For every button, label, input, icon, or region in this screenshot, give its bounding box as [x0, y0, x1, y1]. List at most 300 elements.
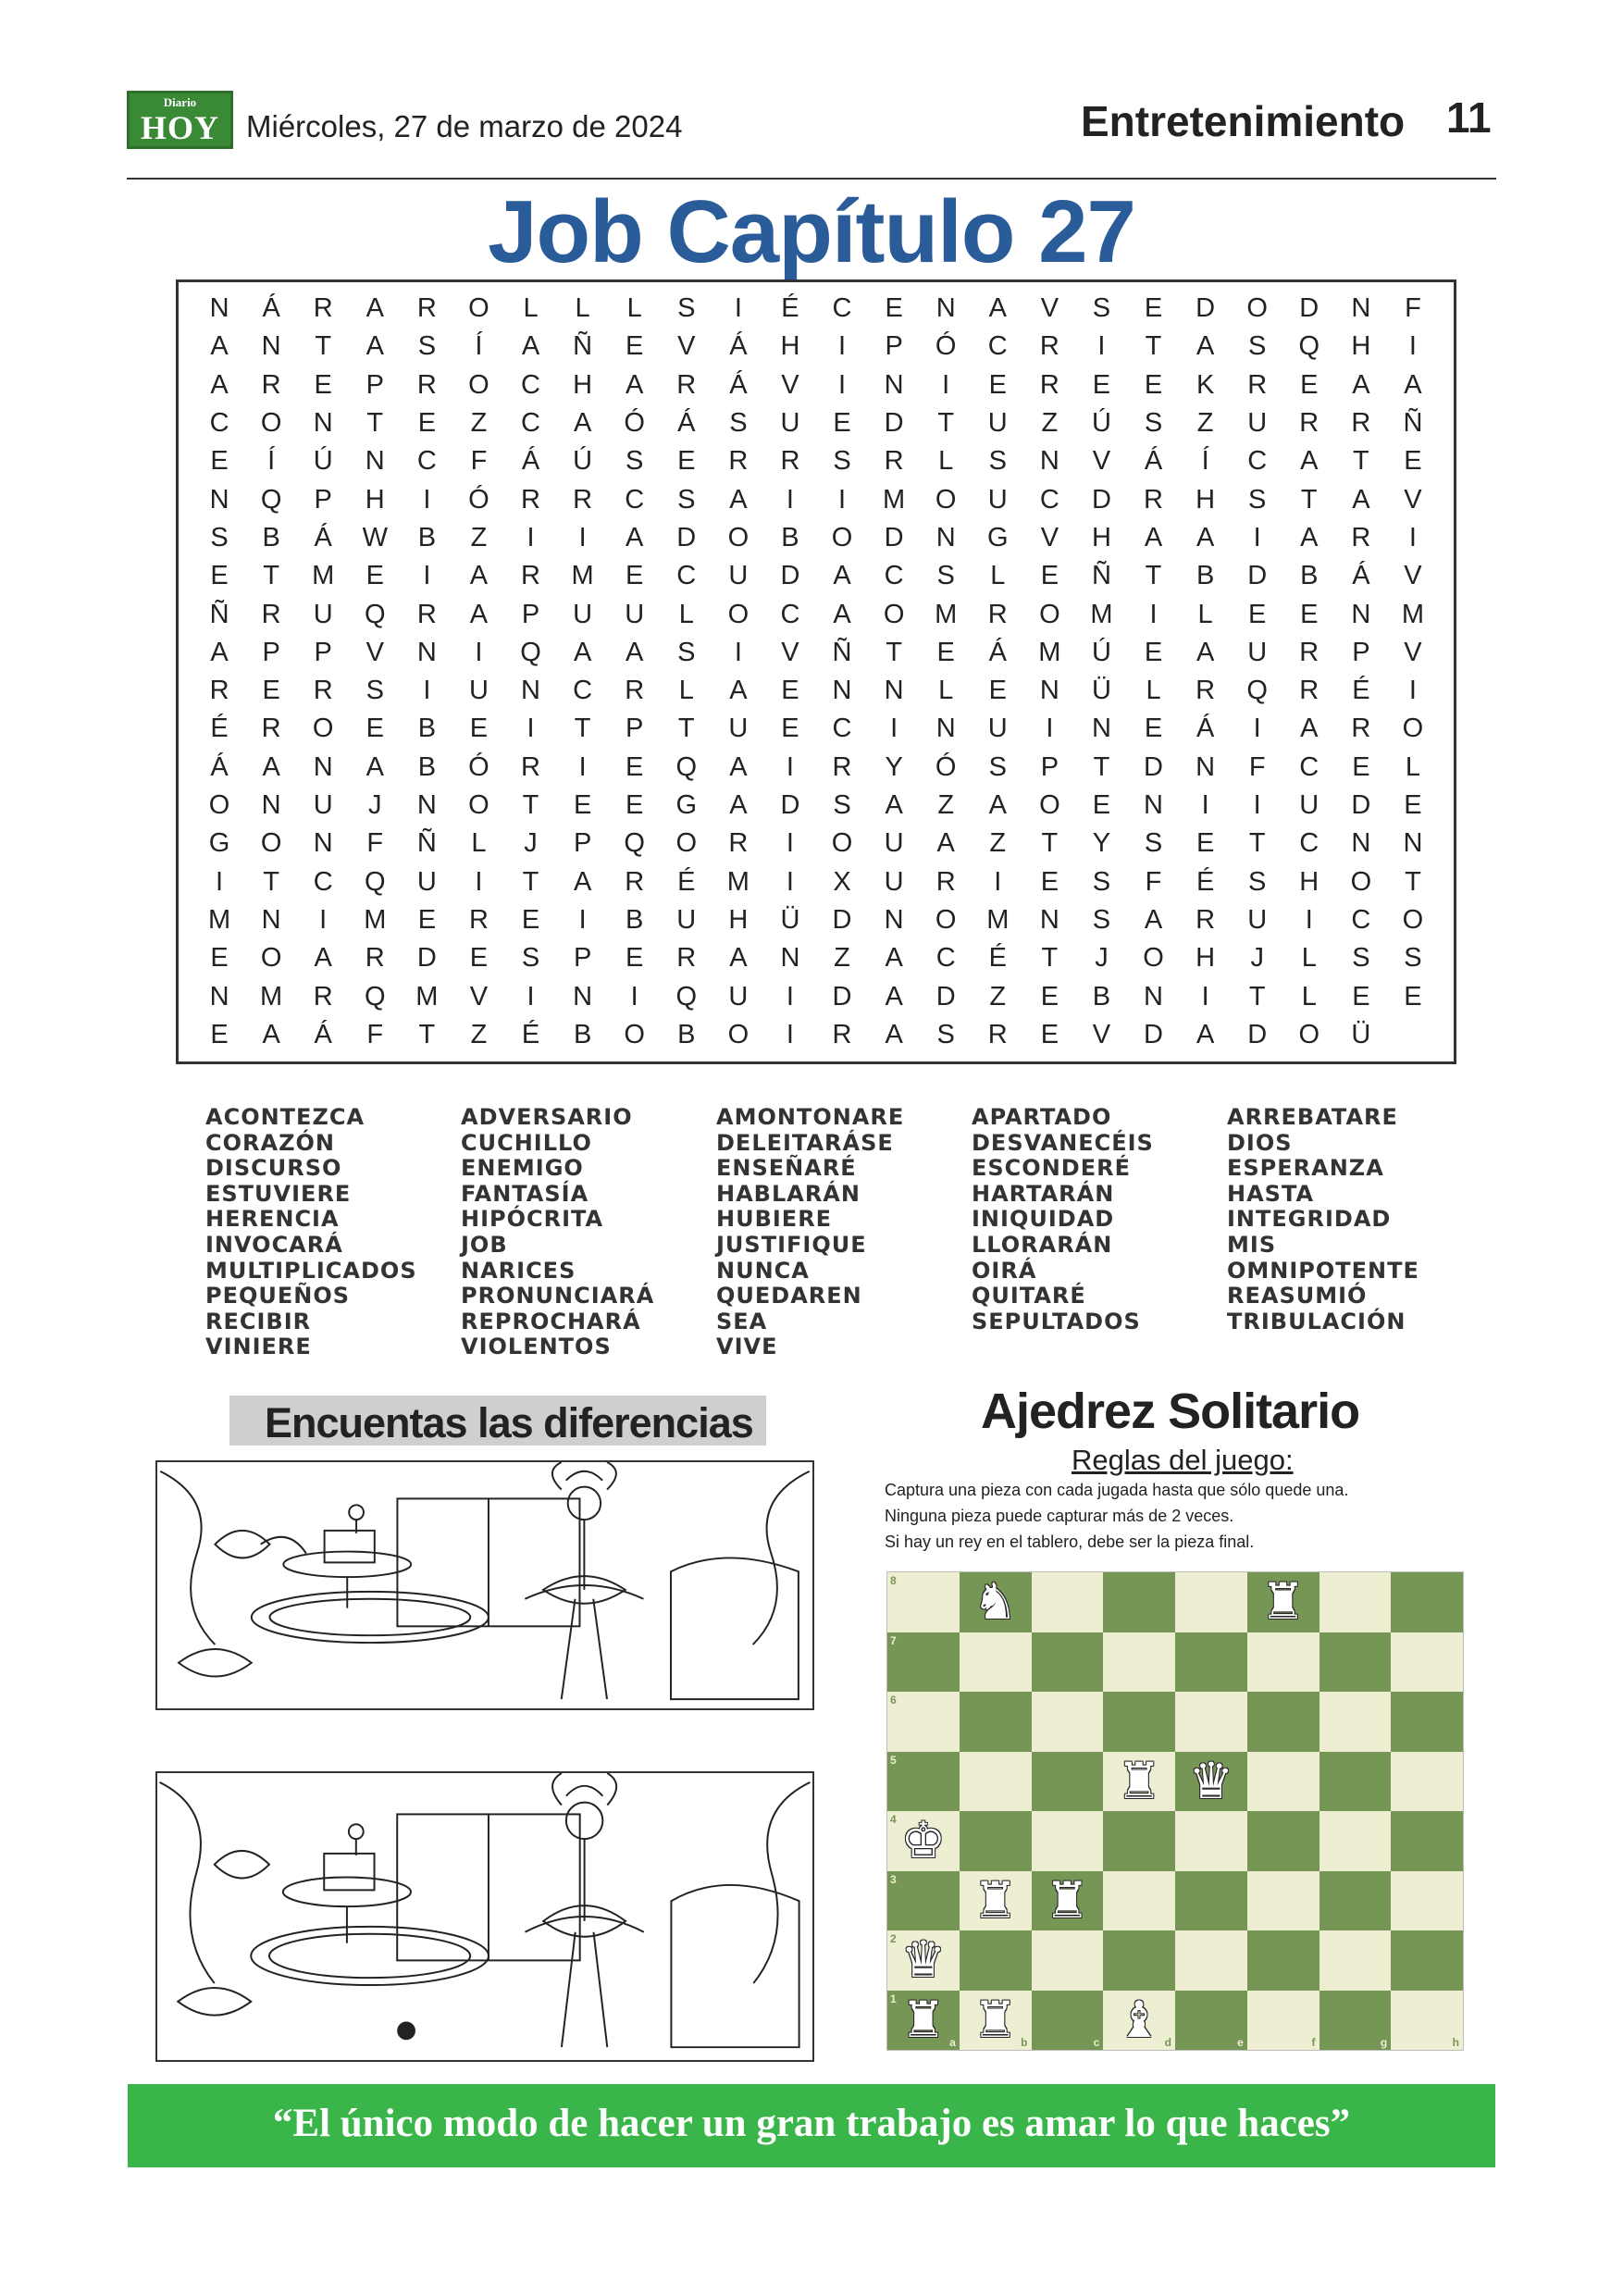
grid-letter: Á — [677, 408, 696, 439]
chess-square-c4[interactable] — [1032, 1811, 1104, 1871]
grid-letter: T — [937, 408, 955, 439]
queen-icon[interactable]: ♛ — [1188, 1751, 1234, 1810]
grid-letter: V — [1092, 1019, 1111, 1049]
chess-square-e2[interactable] — [1175, 1930, 1247, 1991]
chess-square-e6[interactable] — [1175, 1692, 1247, 1752]
grid-letter: A — [988, 790, 1007, 821]
grid-letter: M — [1401, 599, 1425, 629]
grid-letter: O — [624, 1019, 645, 1049]
chess-square-f7[interactable] — [1247, 1632, 1319, 1693]
grid-letter: Ú — [573, 446, 593, 477]
grid-letter: B — [1300, 561, 1319, 591]
grid-letter: R — [261, 369, 281, 400]
rook-icon[interactable]: ♜ — [1260, 1572, 1306, 1632]
grid-letter: N — [935, 714, 956, 744]
grid-letter: V — [1404, 484, 1422, 515]
chess-square-c1[interactable] — [1032, 1991, 1104, 2051]
grid-letter: R — [676, 943, 697, 974]
grid-letter: S — [677, 293, 696, 324]
grid-letter: D — [1247, 561, 1268, 591]
grid-letter: R — [1039, 331, 1059, 362]
grid-letter: S — [988, 446, 1007, 477]
grid-letter: O — [1039, 599, 1060, 629]
grid-letter: A — [1300, 522, 1319, 552]
chess-square-h6[interactable] — [1391, 1692, 1463, 1752]
grid-letter: R — [625, 676, 645, 706]
grid-letter: R — [521, 561, 540, 591]
grid-letter: I — [838, 369, 847, 400]
grid-letter: J — [1095, 943, 1109, 974]
grid-letter: O — [260, 408, 282, 439]
grid-letter: I — [890, 714, 898, 744]
grid-letter: Í — [267, 446, 276, 477]
word-list-item: HARTARÁN — [972, 1180, 1115, 1207]
word-list-item: ADVERSARIO — [461, 1104, 633, 1130]
grid-letter: V — [781, 369, 799, 400]
chess-square-d7[interactable] — [1103, 1632, 1175, 1693]
grid-letter: E — [1144, 293, 1163, 324]
grid-letter: E — [1300, 599, 1319, 629]
grid-letter: T — [366, 408, 384, 439]
chess-square-a8[interactable] — [887, 1572, 960, 1632]
grid-letter: T — [418, 1019, 436, 1049]
grid-letter: I — [527, 714, 535, 744]
grid-letter: I — [1305, 904, 1313, 935]
grid-letter: E — [573, 790, 592, 821]
rook-icon[interactable]: ♜ — [1045, 1870, 1090, 1930]
hoy-logo — [127, 91, 233, 149]
grid-letter: L — [523, 293, 539, 324]
logo-main-text: HOY — [140, 109, 219, 146]
rook-icon[interactable]: ♜ — [900, 1990, 947, 2049]
grid-letter: O — [1298, 1019, 1320, 1049]
grid-letter: E — [1144, 369, 1163, 400]
grid-letter: A — [885, 943, 903, 974]
grid-letter: A — [1144, 522, 1163, 552]
grid-letter: C — [1351, 904, 1371, 935]
queen-icon[interactable]: ♛ — [900, 1930, 947, 1990]
grid-letter: F — [1248, 751, 1266, 782]
chess-square-f5[interactable] — [1247, 1752, 1319, 1812]
bishop-icon[interactable]: ♝ — [1116, 1990, 1162, 2049]
chess-square-d6[interactable] — [1103, 1692, 1175, 1752]
grid-letter: R — [884, 446, 904, 477]
chess-square-a1[interactable] — [887, 1991, 960, 2051]
grid-letter: T — [1041, 828, 1059, 859]
chess-square-g5[interactable] — [1319, 1752, 1392, 1812]
chess-square-a2[interactable] — [887, 1930, 960, 1991]
grid-letter: A — [626, 637, 644, 667]
chess-square-f4[interactable] — [1247, 1811, 1319, 1871]
rank-label: 8 — [890, 1574, 897, 1587]
king-icon[interactable]: ♚ — [900, 1811, 947, 1870]
grid-letter: D — [1091, 484, 1111, 515]
grid-letter: G — [987, 522, 1009, 552]
chess-square-h4[interactable] — [1391, 1811, 1463, 1871]
grid-letter: B — [1196, 561, 1215, 591]
grid-letter: E — [417, 904, 437, 935]
chess-square-f3[interactable] — [1247, 1871, 1319, 1931]
grid-letter: M — [260, 981, 283, 1011]
grid-letter: T — [263, 866, 279, 897]
grid-letter: N — [1351, 828, 1371, 859]
grid-letter: Z — [470, 522, 488, 552]
grid-letter: E — [781, 676, 799, 706]
chess-square-c3[interactable] — [1032, 1871, 1104, 1931]
grid-letter: I — [423, 561, 431, 591]
grid-letter: X — [833, 866, 851, 897]
grid-letter: I — [1408, 676, 1417, 706]
word-list-item: PRONUNCIARÁ — [461, 1283, 655, 1309]
grid-letter: Q — [1246, 676, 1268, 706]
grid-letter: N — [313, 828, 333, 859]
chess-square-d3[interactable] — [1103, 1871, 1175, 1931]
grid-letter: S — [1248, 484, 1267, 515]
grid-letter: S — [936, 1019, 955, 1049]
grid-letter: E — [469, 714, 489, 744]
grid-letter: O — [468, 369, 489, 400]
grid-letter: U — [1247, 904, 1268, 935]
grid-letter: H — [1196, 943, 1216, 974]
chess-square-b3[interactable] — [960, 1871, 1032, 1931]
chess-square-d1[interactable] — [1103, 1991, 1175, 2051]
grid-letter: O — [260, 828, 282, 859]
word-list-item: PEQUEÑOS — [205, 1283, 351, 1309]
grid-letter: A — [469, 561, 489, 591]
grid-letter: Ñ — [573, 331, 593, 362]
chess-square-b5[interactable] — [960, 1752, 1032, 1812]
grid-letter: O — [883, 599, 905, 629]
grid-letter: N — [780, 943, 800, 974]
grid-letter: S — [1404, 943, 1422, 974]
word-list-item: HUBIERE — [716, 1206, 833, 1233]
grid-letter: Q — [260, 484, 282, 515]
chess-square-f1[interactable] — [1247, 1991, 1319, 2051]
chess-square-e3[interactable] — [1175, 1871, 1247, 1931]
word-list-item: OMNIPOTENTE — [1227, 1257, 1419, 1284]
grid-letter: J — [1250, 943, 1264, 974]
word-list-item: DISCURSO — [205, 1155, 342, 1182]
issue-date: Miércoles, 27 de marzo de 2024 — [246, 109, 683, 143]
chess-square-h1[interactable] — [1391, 1991, 1463, 2051]
grid-letter: R — [313, 293, 333, 324]
chess-square-b7[interactable] — [960, 1632, 1032, 1693]
grid-letter: Ñ — [416, 828, 437, 859]
chess-square-e1[interactable] — [1175, 1991, 1247, 2051]
knight-icon[interactable]: ♞ — [973, 1572, 1018, 1632]
grid-letter: Á — [314, 1019, 332, 1049]
file-label: c — [1093, 2036, 1100, 2049]
word-list-item: DESVANECÉIS — [972, 1129, 1154, 1156]
grid-letter: E — [781, 714, 799, 744]
grid-letter: T — [1405, 866, 1421, 897]
grid-letter: V — [781, 637, 799, 667]
grid-letter: W — [362, 522, 388, 552]
word-list-item: MIS — [1227, 1231, 1277, 1258]
chess-square-g6[interactable] — [1319, 1692, 1392, 1752]
chess-square-b2[interactable] — [960, 1930, 1032, 1991]
grid-letter: N — [1351, 293, 1371, 324]
grid-letter: N — [209, 484, 229, 515]
chess-square-d5[interactable] — [1103, 1752, 1175, 1812]
grid-letter: T — [1248, 828, 1266, 859]
grid-letter: R — [832, 751, 852, 782]
grid-letter: F — [366, 1019, 384, 1049]
grid-letter: I — [786, 751, 794, 782]
grid-letter: U — [884, 866, 904, 897]
grid-letter: R — [1247, 369, 1268, 400]
grid-letter: T — [522, 866, 539, 897]
grid-letter: A — [365, 331, 384, 362]
grid-letter: C — [209, 408, 229, 439]
chess-square-e7[interactable] — [1175, 1632, 1247, 1693]
word-list-item: ESPERANZA — [1227, 1155, 1384, 1182]
grid-letter: F — [470, 446, 488, 477]
grid-letter: T — [1145, 561, 1162, 591]
grid-letter: B — [417, 522, 437, 552]
grid-letter: D — [884, 522, 904, 552]
grid-letter: Ü — [1091, 676, 1111, 706]
grid-letter: D — [676, 522, 697, 552]
grid-letter: N — [884, 369, 904, 400]
grid-letter: S — [677, 484, 696, 515]
word-list-item: MULTIPLICADOS — [205, 1257, 417, 1284]
grid-letter: I — [734, 293, 742, 324]
word-list-item: REPROCHARÁ — [461, 1308, 641, 1334]
word-list-item: QUEDAREN — [716, 1283, 862, 1309]
grid-letter: U — [728, 561, 749, 591]
chess-square-e5[interactable] — [1175, 1752, 1247, 1812]
grid-letter: S — [833, 446, 851, 477]
word-list-item: ACONTEZCA — [205, 1104, 365, 1130]
grid-letter: B — [677, 1019, 696, 1049]
grid-letter: A — [573, 408, 592, 439]
grid-letter: E — [1300, 369, 1319, 400]
word-list-column — [461, 1105, 716, 1360]
grid-letter: E — [988, 676, 1007, 706]
grid-letter: I — [942, 369, 950, 400]
chess-square-h5[interactable] — [1391, 1752, 1463, 1812]
chess-square-c5[interactable] — [1032, 1752, 1104, 1812]
chess-square-f6[interactable] — [1247, 1692, 1319, 1752]
chess-square-d8[interactable] — [1103, 1572, 1175, 1632]
chess-square-a3[interactable] — [887, 1871, 960, 1931]
grid-letter: S — [677, 637, 696, 667]
word-list-item: HASTA — [1227, 1180, 1315, 1207]
grid-letter: T — [1353, 446, 1369, 477]
word-list-item: LLORARÁN — [972, 1231, 1113, 1258]
grid-letter: A — [1404, 369, 1422, 400]
chess-square-h8[interactable] — [1391, 1572, 1463, 1632]
chess-square-d4[interactable] — [1103, 1811, 1175, 1871]
grid-letter: É — [521, 1019, 540, 1049]
rook-icon[interactable]: ♜ — [973, 1870, 1018, 1930]
grid-letter: G — [675, 790, 698, 821]
chess-square-f8[interactable] — [1247, 1572, 1319, 1632]
chess-square-a4[interactable] — [887, 1811, 960, 1871]
grid-letter: D — [1299, 293, 1319, 324]
grid-letter: N — [1039, 446, 1059, 477]
grid-letter: Y — [1092, 828, 1111, 859]
grid-letter: Ü — [1351, 1019, 1371, 1049]
grid-letter: E — [626, 561, 644, 591]
rank-label: 5 — [890, 1753, 897, 1767]
grid-letter: F — [1405, 293, 1421, 324]
section-title: Entretenimiento — [1081, 97, 1406, 145]
rook-icon[interactable]: ♜ — [973, 1990, 1018, 2049]
grid-letter: A — [1196, 637, 1215, 667]
grid-letter: Z — [989, 828, 1007, 859]
grid-letter: E — [262, 676, 280, 706]
grid-letter: Ü — [780, 904, 800, 935]
grid-letter: Á — [1196, 714, 1215, 744]
grid-letter: Q — [1298, 331, 1320, 362]
rank-label: 7 — [890, 1633, 897, 1647]
word-search-grid — [176, 279, 1456, 1064]
grid-letter: R — [780, 446, 800, 477]
word-list-item: ARREBATARE — [1227, 1104, 1398, 1130]
chess-rules-title: Reglas del juego: — [1072, 1444, 1294, 1476]
file-label: h — [1452, 2036, 1459, 2049]
grid-letter: J — [368, 790, 382, 821]
chess-square-e4[interactable] — [1175, 1811, 1247, 1871]
page-number: 11 — [1446, 93, 1492, 142]
grid-letter: E — [1092, 790, 1111, 821]
grid-letter: Z — [470, 1019, 488, 1049]
grid-letter: C — [521, 408, 540, 439]
grid-letter: S — [210, 522, 229, 552]
grid-letter: L — [1301, 943, 1317, 974]
grid-letter: P — [314, 637, 332, 667]
grid-letter: I — [1046, 714, 1054, 744]
grid-letter: T — [315, 331, 332, 362]
chess-square-f2[interactable] — [1247, 1930, 1319, 1991]
grid-letter: U — [987, 484, 1008, 515]
word-list-item: HIPÓCRITA — [461, 1206, 604, 1233]
chess-square-g7[interactable] — [1319, 1632, 1392, 1693]
grid-letter: Á — [262, 293, 280, 324]
grid-letter: R — [1144, 484, 1163, 515]
grid-letter: H — [1091, 522, 1111, 552]
grid-letter: E — [626, 790, 644, 821]
chess-square-b8[interactable] — [960, 1572, 1032, 1632]
chess-square-c8[interactable] — [1032, 1572, 1104, 1632]
grid-letter: A — [314, 943, 332, 974]
grid-letter: J — [524, 828, 538, 859]
word-list-item: ENSEÑARÉ — [716, 1155, 857, 1182]
chess-square-b6[interactable] — [960, 1692, 1032, 1752]
grid-letter: A — [1144, 904, 1163, 935]
grid-letter: N — [313, 751, 333, 782]
grid-letter: P — [521, 599, 540, 629]
chess-square-c2[interactable] — [1032, 1930, 1104, 1991]
grid-letter: U — [313, 599, 333, 629]
grid-letter: I — [630, 981, 638, 1011]
file-label: b — [1021, 2036, 1028, 2049]
chess-square-d2[interactable] — [1103, 1930, 1175, 1991]
grid-letter: D — [1144, 751, 1163, 782]
grid-letter: I — [994, 866, 1002, 897]
grid-letter: C — [780, 599, 800, 629]
chess-square-h7[interactable] — [1391, 1632, 1463, 1693]
grid-letter: O — [831, 522, 853, 552]
grid-letter: S — [988, 751, 1007, 782]
grid-letter: N — [884, 904, 904, 935]
chess-square-h2[interactable] — [1391, 1930, 1463, 1991]
chess-square-g2[interactable] — [1319, 1930, 1392, 1991]
grid-letter: Ó — [468, 484, 489, 515]
chess-square-a6[interactable] — [887, 1692, 960, 1752]
word-list-item: TRIBULACIÓN — [1227, 1308, 1406, 1334]
grid-letter: E — [365, 561, 384, 591]
grid-letter: V — [1404, 561, 1422, 591]
grid-letter: E — [1352, 751, 1370, 782]
grid-letter: C — [573, 676, 593, 706]
rook-icon[interactable]: ♜ — [1116, 1751, 1162, 1810]
grid-letter: É — [1352, 676, 1370, 706]
word-list-item: DELEITARÁSE — [716, 1129, 894, 1156]
grid-letter: E — [885, 293, 903, 324]
grid-letter: S — [729, 408, 748, 439]
word-list-item: REASUMIÓ — [1227, 1283, 1368, 1309]
grid-letter: P — [365, 369, 384, 400]
grid-letter: S — [1248, 866, 1267, 897]
grid-letter: E — [677, 446, 696, 477]
chess-square-e8[interactable] — [1175, 1572, 1247, 1632]
grid-letter: I — [786, 828, 794, 859]
grid-letter: H — [573, 369, 593, 400]
chess-square-g4[interactable] — [1319, 1811, 1392, 1871]
chess-square-b4[interactable] — [960, 1811, 1032, 1871]
grid-letter: I — [1408, 522, 1417, 552]
grid-letter: H — [728, 904, 749, 935]
grid-letter: P — [626, 714, 644, 744]
grid-letter: N — [1196, 751, 1216, 782]
grid-letter: P — [885, 331, 903, 362]
grid-letter: K — [1196, 369, 1215, 400]
grid-letter: M — [1038, 637, 1061, 667]
grid-letter: D — [780, 790, 800, 821]
grid-letter: R — [416, 599, 437, 629]
grid-letter: M — [1090, 599, 1113, 629]
chess-square-h3[interactable] — [1391, 1871, 1463, 1931]
chess-square-b1[interactable] — [960, 1991, 1032, 2051]
grid-letter: A — [1300, 446, 1319, 477]
grid-letter: A — [729, 484, 748, 515]
grid-letter: M — [312, 561, 335, 591]
chess-square-g1[interactable] — [1319, 1991, 1392, 2051]
chess-square-g8[interactable] — [1319, 1572, 1392, 1632]
grid-letter: Z — [1196, 408, 1214, 439]
chess-square-g3[interactable] — [1319, 1871, 1392, 1931]
chess-square-a7[interactable] — [887, 1632, 960, 1693]
grid-letter: D — [1144, 1019, 1163, 1049]
grid-letter: P — [314, 484, 332, 515]
chess-square-c6[interactable] — [1032, 1692, 1104, 1752]
grid-letter: R — [1351, 408, 1371, 439]
grid-letter: O — [727, 522, 750, 552]
grid-letter: N — [209, 293, 229, 324]
grid-letter: D — [416, 943, 437, 974]
grid-letter: I — [1097, 331, 1106, 362]
grid-letter: A — [1196, 1019, 1215, 1049]
chess-square-a5[interactable] — [887, 1752, 960, 1812]
grid-letter: A — [885, 790, 903, 821]
grid-letter: C — [884, 561, 904, 591]
chess-square-c7[interactable] — [1032, 1632, 1104, 1693]
grid-letter: E — [1248, 599, 1267, 629]
grid-letter: Z — [834, 943, 850, 974]
